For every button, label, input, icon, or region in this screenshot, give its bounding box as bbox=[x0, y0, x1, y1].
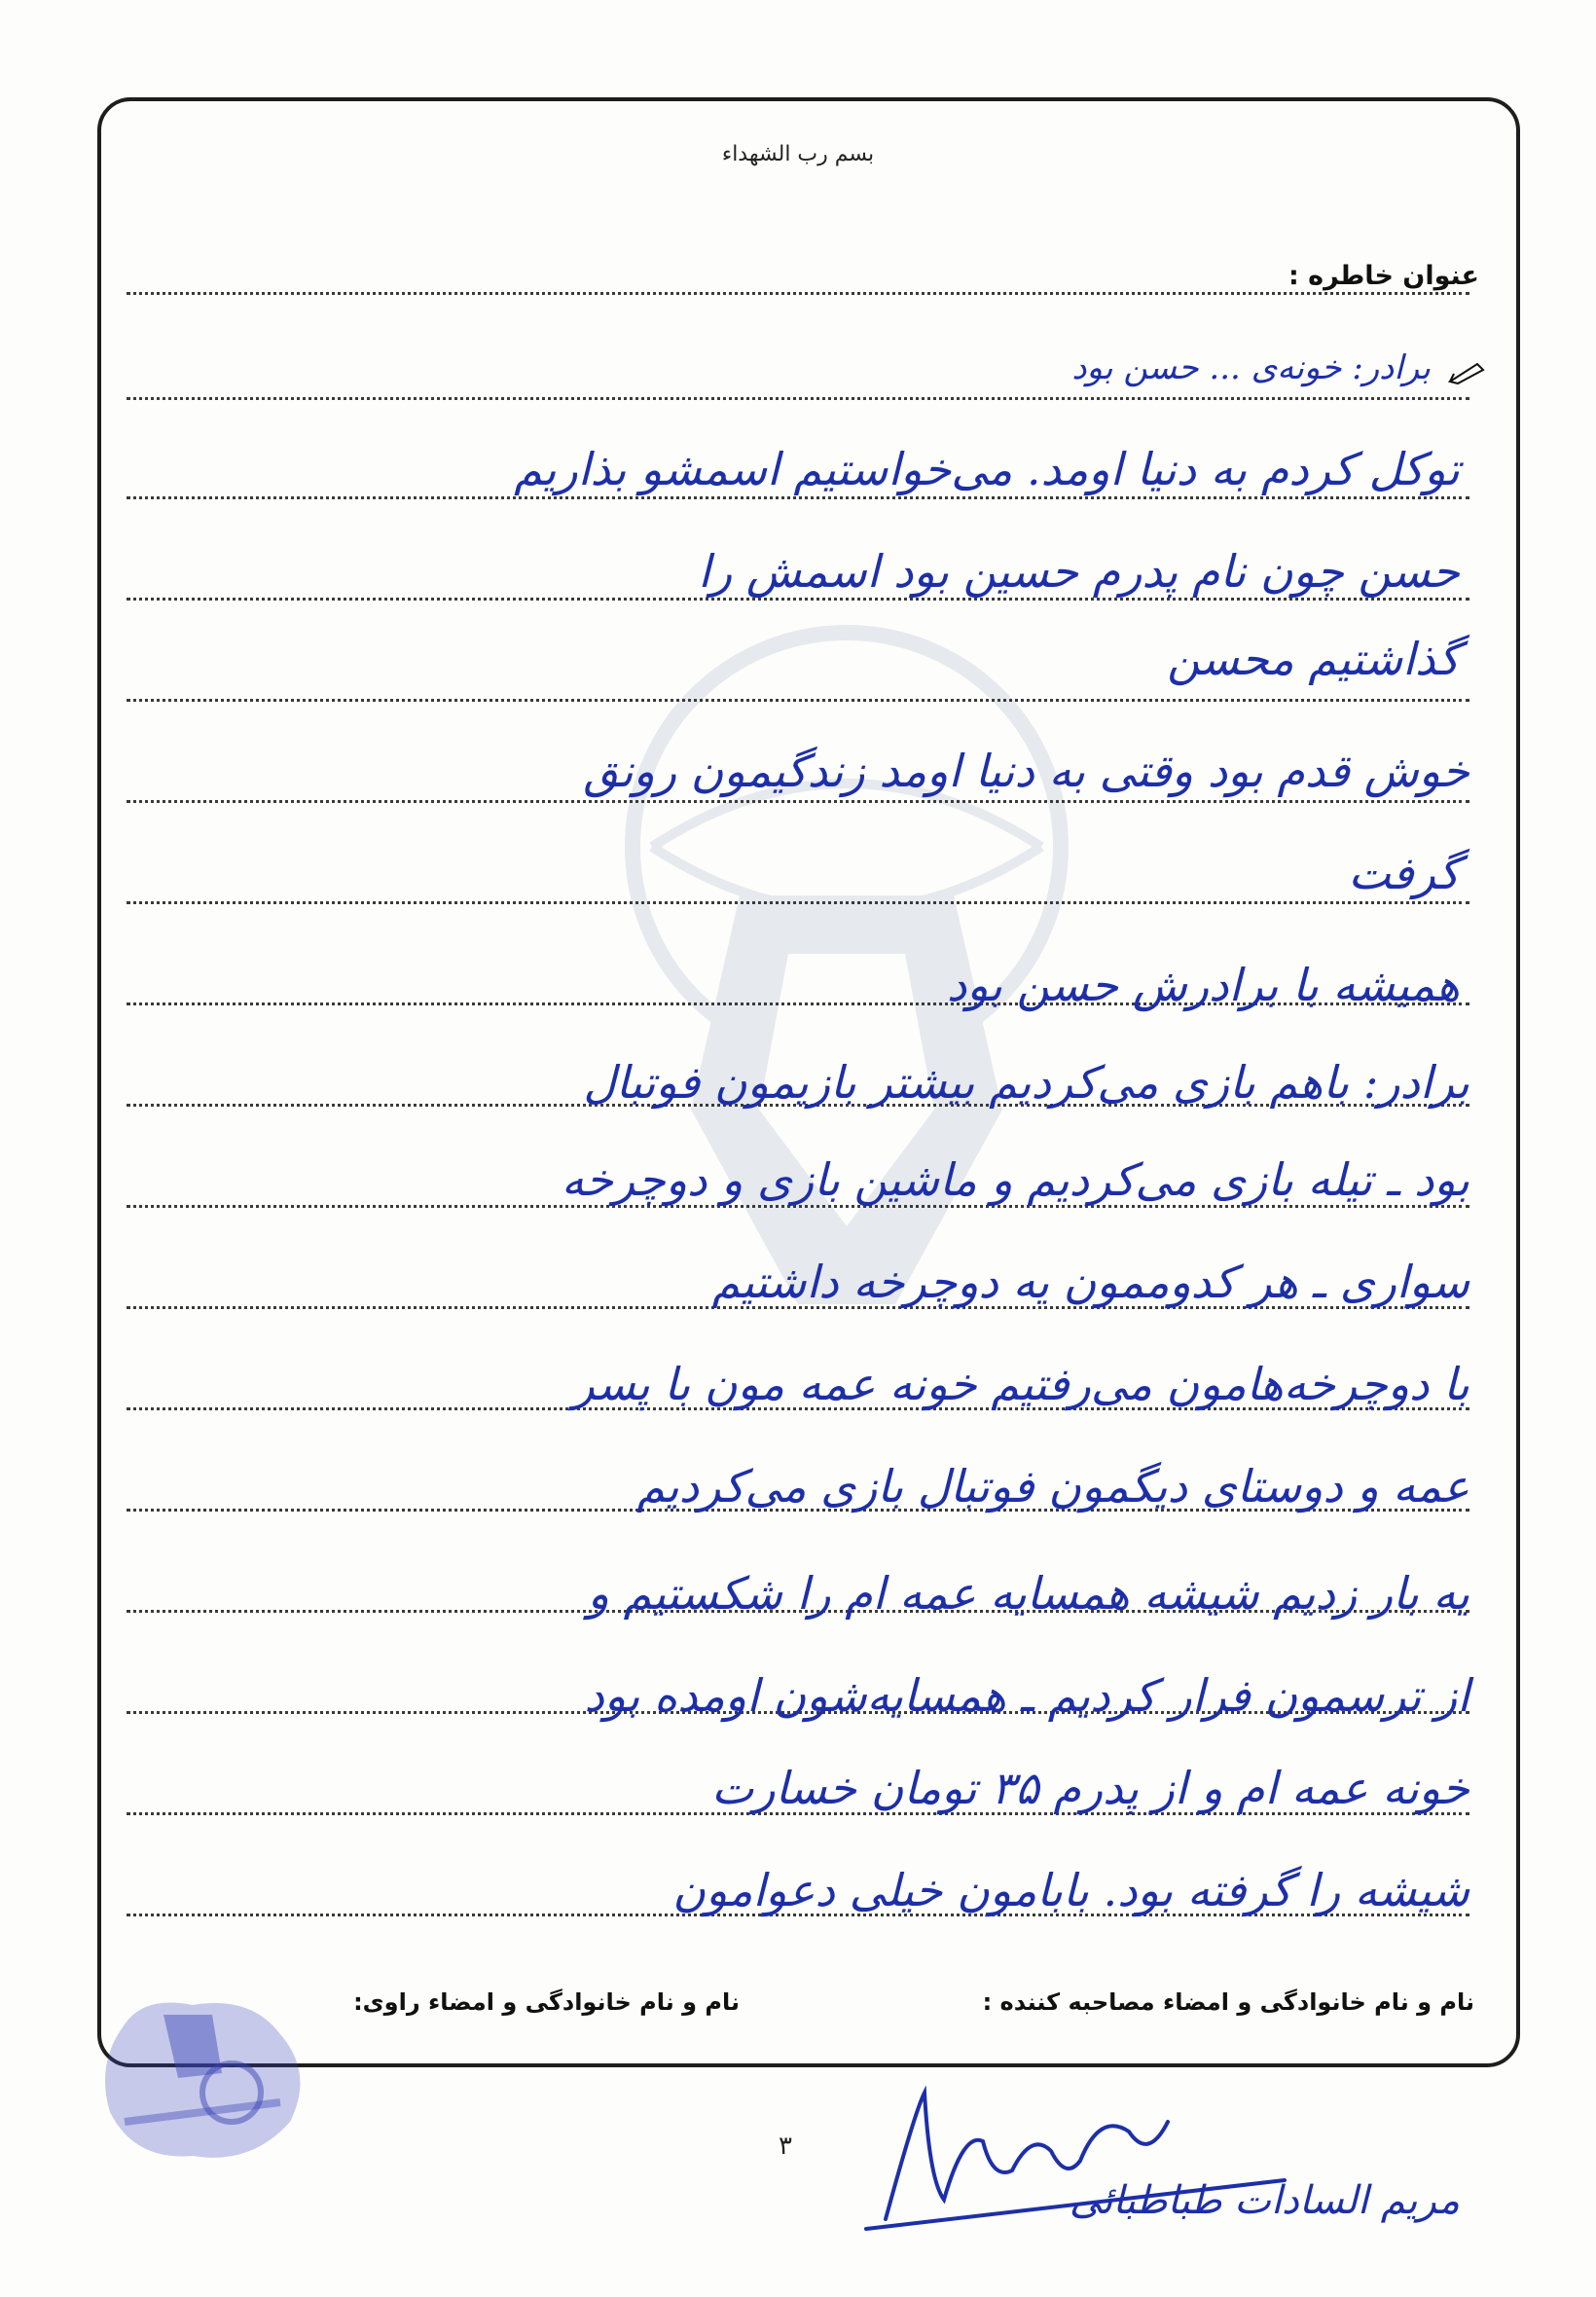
handwritten-line: شیشه را گرفته بود. بابامون خیلی دعوامون bbox=[672, 1864, 1469, 1916]
interviewer-signature-label: نام و نام خانوادگی و امضاء مصاحبه کننده : bbox=[982, 1988, 1474, 2016]
pen-icon bbox=[1448, 360, 1487, 385]
handwritten-line: خونه عمه ام و از پدرم ۳۵ تومان خسارت bbox=[711, 1762, 1469, 1814]
handwritten-line: سواری ـ هر کدوممون یه دوچرخه داشتیم bbox=[711, 1256, 1469, 1308]
handwritten-line: همیشه با برادرش حسن بود bbox=[946, 959, 1460, 1011]
handwritten-line: برادر: خونه‌ی ... حسن بود bbox=[1071, 348, 1431, 387]
handwritten-line: عمه و دوستای دیگمون فوتبال بازی می‌کردیم bbox=[636, 1460, 1469, 1513]
dotted-line bbox=[127, 598, 1469, 601]
title-dotted-line bbox=[127, 292, 1469, 295]
memo-title-label: عنوان خاطره : bbox=[1288, 261, 1479, 291]
handwritten-line: گرفت bbox=[1348, 847, 1460, 899]
handwritten-line: با دوچرخه‌هامون می‌رفتیم خونه عمه مون با پسر bbox=[572, 1358, 1469, 1410]
handwritten-line: توکل کردم به دنیا اومد. می‌خواستیم اسمشو بذاریم bbox=[514, 443, 1460, 495]
dotted-line bbox=[127, 397, 1469, 400]
page-number: ۳ bbox=[779, 2132, 792, 2161]
stamp bbox=[86, 1986, 319, 2170]
dotted-line bbox=[127, 800, 1469, 803]
narrator-signature-label: نام و نام خانوادگی و امضاء راوی: bbox=[353, 1988, 740, 2016]
header-title: بسم رب الشهداء bbox=[721, 142, 875, 166]
handwritten-line: بود ـ تیله بازی می‌کردیم و ماشین بازی و دوچرخه bbox=[561, 1153, 1469, 1206]
handwritten-line: گذاشتیم محسن bbox=[1167, 633, 1460, 685]
handwritten-line: یه بار زدیم شیشه همسایه عمه ام را شکستیم و bbox=[587, 1567, 1469, 1620]
handwritten-line: حسن چون نام پدرم حسین بود اسمش را bbox=[698, 545, 1460, 598]
dotted-line bbox=[127, 496, 1469, 499]
handwritten-line: برادر: باهم بازی می‌کردیم بیشتر بازیمون فوتبال bbox=[583, 1056, 1469, 1109]
handwritten-line: خوش قدم بود وقتی به دنیا اومد زندگیمون رونق bbox=[583, 745, 1469, 797]
dotted-line bbox=[127, 699, 1469, 702]
signer-name: مریم السادات طباطبائی bbox=[1069, 2178, 1460, 2223]
handwritten-line: از ترسمون فرار کردیم ـ همسایه‌شون اومده بود bbox=[584, 1669, 1469, 1722]
dotted-line bbox=[127, 901, 1469, 904]
